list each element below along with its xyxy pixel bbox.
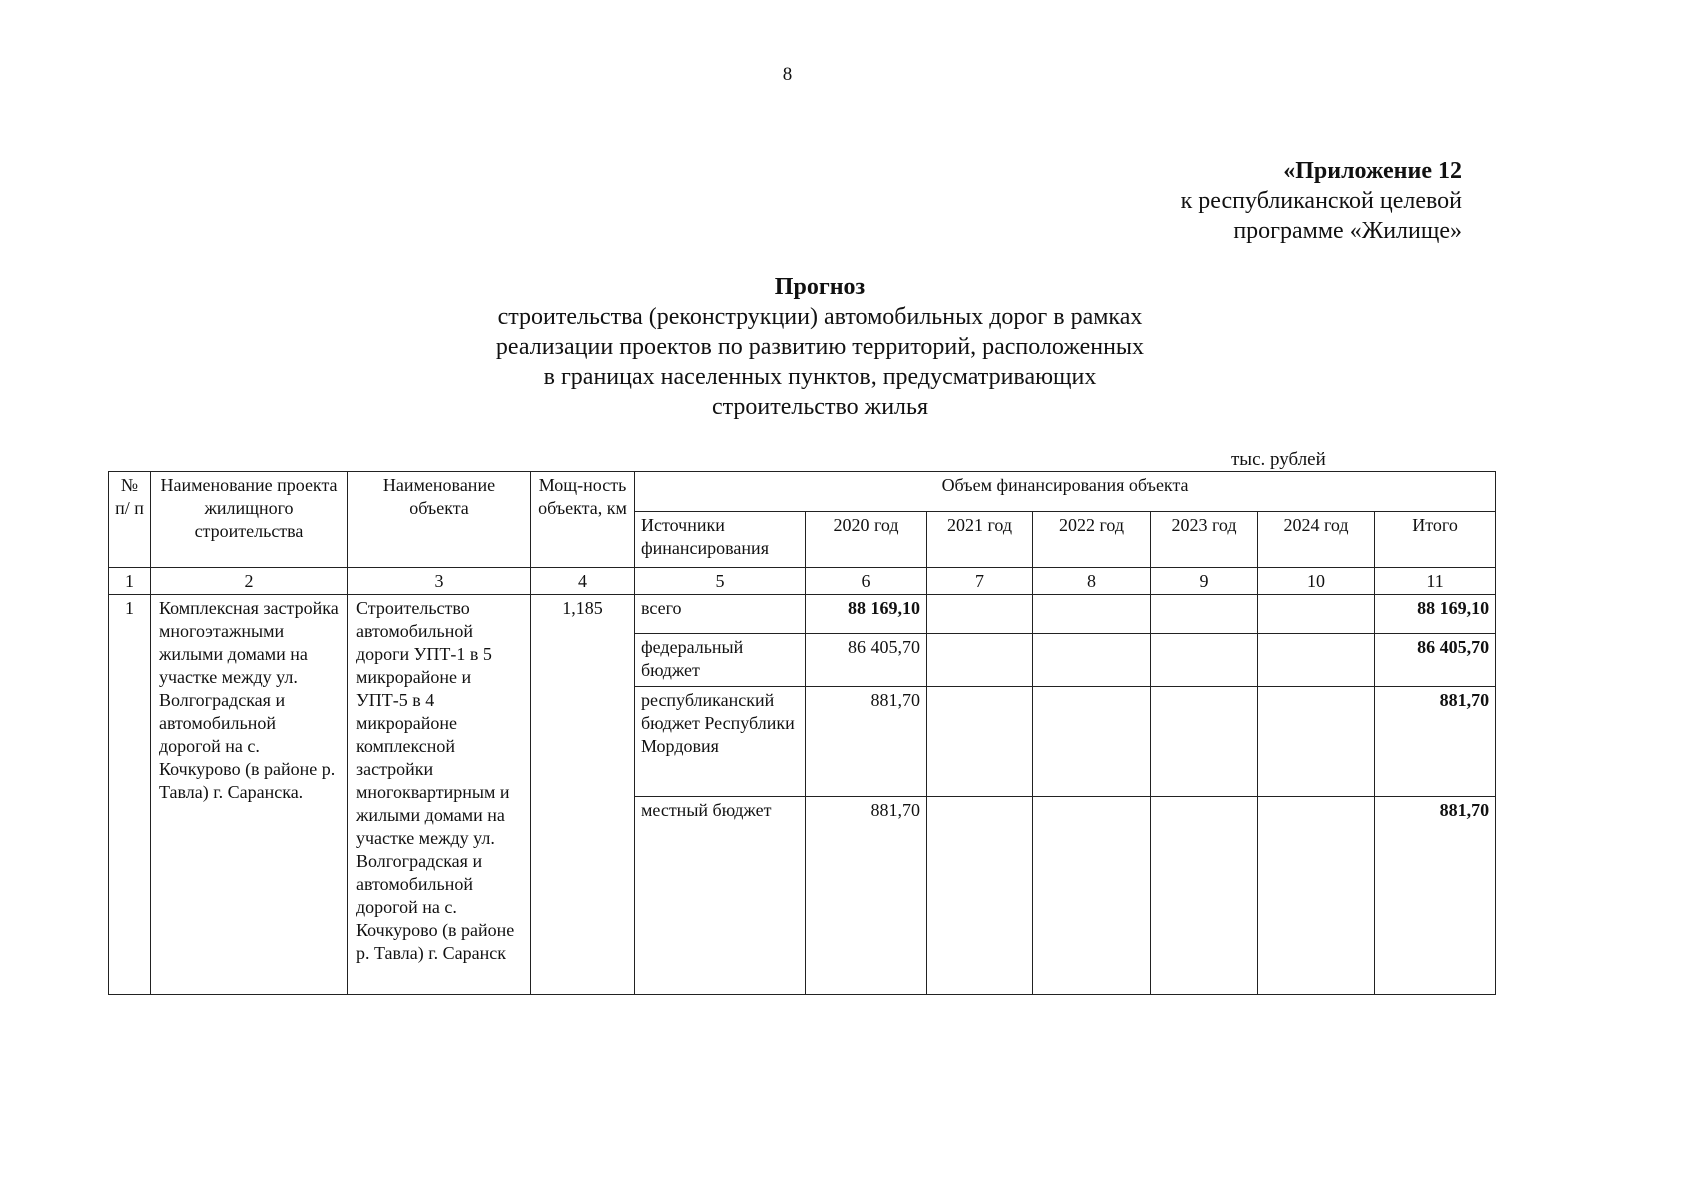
column-number: 6: [806, 568, 927, 595]
column-number: 10: [1258, 568, 1375, 595]
value-total-cell: 88 169,10: [1375, 595, 1496, 634]
source-name-cell: всего: [635, 595, 806, 634]
appendix-line-3: программе «Жилище»: [1233, 218, 1462, 244]
document-title-line-1: строительства (реконструкции) автомобильных дорог в рамках: [497, 304, 1143, 330]
header-year-2020: 2020 год: [806, 512, 927, 568]
document-title-main: Прогноз: [774, 274, 866, 300]
column-numbers-row: [109, 568, 1496, 595]
document-title: [410, 272, 1230, 422]
value-2020-cell: 86 405,70: [806, 634, 927, 687]
project-name-cell: Комплексная застройка многоэтажными жилыми домами на участке между ул. Волгоградская и автомобильной дорогой на с. Кочкурово (в районе р. Тавла) г. Саранска.: [151, 595, 348, 995]
document-title-line-3: в границах населенных пунктов, предусматривающих: [543, 364, 1097, 390]
column-number: 1: [109, 568, 151, 595]
value-2020-cell: 88 169,10: [806, 595, 927, 634]
source-name-cell: федеральный бюджет: [635, 634, 806, 687]
column-number: 9: [1151, 568, 1258, 595]
header-num: № п/ п: [109, 472, 151, 568]
value-2023-cell: [1151, 687, 1258, 797]
column-number: 8: [1033, 568, 1151, 595]
column-number: 2: [151, 568, 348, 595]
column-number: 11: [1375, 568, 1496, 595]
document-title-line-2: реализации проектов по развитию территорий, расположенных: [495, 334, 1145, 360]
value-2021-cell: [927, 634, 1033, 687]
value-2021-cell: [927, 687, 1033, 797]
object-name-cell: Строительство автомобильной дороги УПТ-1 в 5 микрорайоне и УПТ-5 в 4 микрорайоне комплексной застройки многоквартирным и жилыми домами на участке между ул. Волгоградская и автомобильной дорогой на с. Кочкурово (в районе р. Тавла) г. Саранск: [348, 595, 531, 995]
document-title-line-4: строительство жилья: [711, 394, 929, 420]
appendix-title: «Приложение 12: [1283, 158, 1462, 184]
column-number: 5: [635, 568, 806, 595]
appendix-line-2: к республиканской целевой: [1180, 188, 1462, 214]
value-2020-cell: 881,70: [806, 797, 927, 995]
value-2024-cell: [1258, 687, 1375, 797]
header-project-name: Наименование проекта жилищного строительства: [151, 472, 348, 568]
value-2022-cell: [1033, 687, 1151, 797]
column-number: 7: [927, 568, 1033, 595]
row-num-cell: 1: [109, 595, 151, 995]
page-number: 8: [782, 64, 793, 85]
appendix-block: [1181, 156, 1462, 246]
table-row-total: [109, 595, 1496, 634]
value-2021-cell: [927, 595, 1033, 634]
header-year-2022: 2022 год: [1033, 512, 1151, 568]
value-total-cell: 86 405,70: [1375, 634, 1496, 687]
value-2022-cell: [1033, 797, 1151, 995]
header-capacity: Мощ-ность объекта, км: [531, 472, 635, 568]
value-2023-cell: [1151, 797, 1258, 995]
header-sources: Источники финансирования: [635, 512, 806, 568]
header-financing-volume: Объем финансирования объекта: [635, 472, 1496, 512]
column-number: 3: [348, 568, 531, 595]
value-2024-cell: [1258, 595, 1375, 634]
header-year-2024: 2024 год: [1258, 512, 1375, 568]
source-name-cell: местный бюджет: [635, 797, 806, 995]
source-name-cell: республиканский бюджет Республики Мордовия: [635, 687, 806, 797]
header-object-name: Наименование объекта: [348, 472, 531, 568]
value-2024-cell: [1258, 634, 1375, 687]
financing-table: [108, 471, 1496, 995]
value-2023-cell: [1151, 595, 1258, 634]
value-2020-cell: 881,70: [806, 687, 927, 797]
value-2021-cell: [927, 797, 1033, 995]
value-2023-cell: [1151, 634, 1258, 687]
column-number: 4: [531, 568, 635, 595]
header-total: Итого: [1375, 512, 1496, 568]
header-row-1: [109, 472, 1496, 512]
value-2022-cell: [1033, 595, 1151, 634]
value-total-cell: 881,70: [1375, 797, 1496, 995]
value-2022-cell: [1033, 634, 1151, 687]
header-year-2021: 2021 год: [927, 512, 1033, 568]
units-label: тыс. рублей: [1231, 449, 1326, 470]
capacity-cell: 1,185: [531, 595, 635, 995]
value-total-cell: 881,70: [1375, 687, 1496, 797]
header-year-2023: 2023 год: [1151, 512, 1258, 568]
value-2024-cell: [1258, 797, 1375, 995]
